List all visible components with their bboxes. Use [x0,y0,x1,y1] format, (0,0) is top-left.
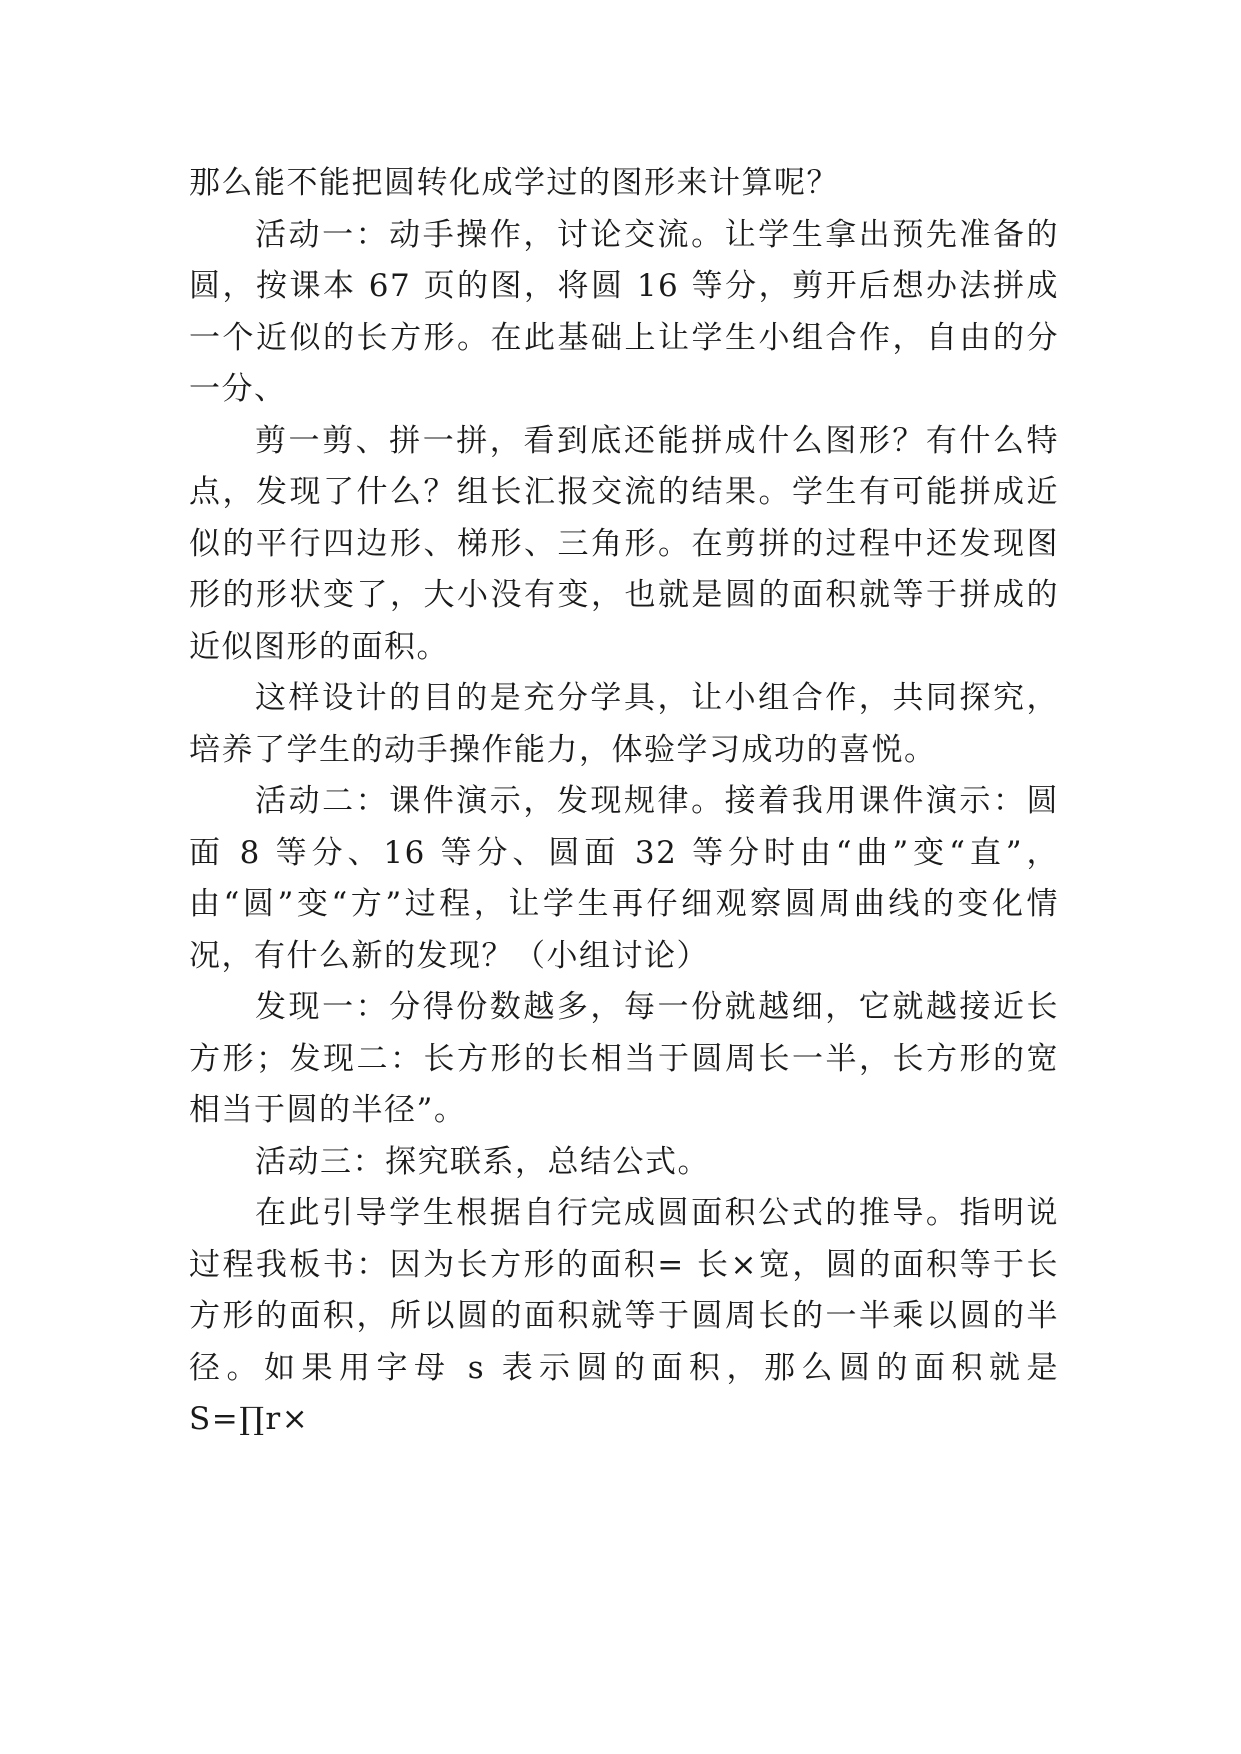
document-body [189,158,1059,1446]
paragraph-activity-three: 活动三：探究联系，总结公式。 [255,1143,710,1180]
paragraph-activity-two: 活动二：课件演示，发现规律。接着我用课件演示：圆面 8 等分、16 等分、圆面 32 等分时由“曲”变“直”，由“圆”变“方”过程，让学生再仔细观察圆周曲线的变化情况，有什么新的发现？（小组讨论） [189,783,1059,974]
paragraph-activity-one: 活动一：动手操作，讨论交流。让学生拿出预先准备的圆，按课本 67 页的图，将圆 16 等分，剪开后想办法拼成一个近似的长方形。在此基础上让学生小组合作，自由的分一分、 [189,216,1059,407]
paragraph-design-purpose: 这样设计的目的是充分学具，让小组合作，共同探究，培养了学生的动手操作能力，体验学习成功的喜悦。 [189,680,1059,768]
paragraph-findings: 发现一：分得份数越多，每一份就越细，它就越接近长方形；发现二：长方形的长相当于圆周长一半，长方形的宽相当于圆的半径”。 [189,989,1059,1128]
paragraph-formula-derivation: 在此引导学生根据自行完成圆面积公式的推导。指明说过程我板书：因为长方形的面积= 长×宽，圆的面积等于长方形的面积，所以圆的面积就等于圆周长的一半乘以圆的半径。如果用字母 s 表示圆的面积，那么圆的面积就是 S=∏r× [189,1195,1059,1437]
paragraph-cut-and-assemble: 剪一剪、拼一拼，看到底还能拼成什么图形？有什么特点，发现了什么？组长汇报交流的结果。学生有可能拼成近似的平行四边形、梯形、三角形。在剪拼的过程中还发现图形的形状变了，大小没有变，也就是圆的面积就等于拼成的近似图形的面积。 [189,422,1059,665]
paragraph-intro-question: 那么能不能把圆转化成学过的图形来计算呢？ [189,165,839,201]
